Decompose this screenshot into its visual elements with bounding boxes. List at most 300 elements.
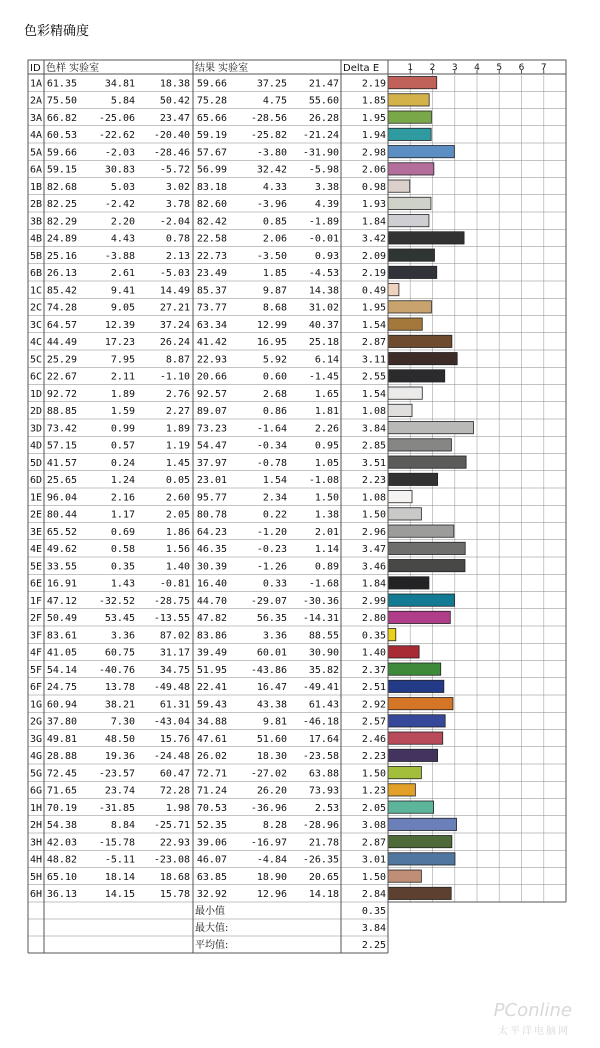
cell-result-value: 51.95 (196, 664, 227, 676)
cell-result-value: 1.05 (314, 457, 339, 469)
cell-delta-value: 2.80 (361, 613, 386, 624)
cell-result-value: 0.22 (262, 509, 287, 521)
cell-sample-value: 72.45 (46, 768, 77, 780)
cell-id: 4D (30, 440, 43, 452)
cell-result-value: 26.20 (256, 785, 287, 797)
cell-result-value: 59.43 (196, 699, 227, 711)
cell-result-value: 73.93 (308, 785, 339, 797)
cell-id: 2G (30, 716, 43, 728)
delta-bar (388, 767, 421, 779)
cell-sample-value: 61.31 (159, 699, 190, 711)
cell-id: 5C (30, 354, 43, 366)
cell-result-value: -3.96 (256, 199, 287, 210)
delta-bar (388, 560, 465, 572)
cell-result-value: -21.24 (302, 130, 339, 141)
cell-id: 3E (30, 526, 43, 538)
cell-result-value: 32.92 (196, 889, 227, 900)
cell-id: 2A (30, 95, 43, 107)
cell-id: 3F (30, 630, 43, 642)
delta-bar (388, 111, 431, 123)
delta-bar (388, 818, 457, 830)
cell-sample-value: 5.03 (110, 181, 135, 193)
cell-id: 1G (30, 699, 43, 711)
header-id: ID (30, 63, 41, 74)
cell-result-value: 14.18 (308, 889, 339, 900)
delta-bar (388, 146, 454, 158)
cell-result-value: 73.23 (196, 423, 227, 435)
cell-result-value: 32.42 (256, 164, 287, 176)
cell-sample-value: 75.50 (46, 95, 77, 107)
cell-sample-value: 2.20 (110, 216, 135, 228)
cell-delta-value: 2.92 (361, 699, 386, 711)
cell-delta-value: 2.09 (361, 250, 386, 262)
cell-delta-value: 3.51 (361, 457, 386, 469)
cell-result-value: 26.02 (196, 751, 227, 762)
cell-sample-value: 85.42 (46, 285, 77, 297)
cell-id: 6C (30, 371, 43, 383)
cell-delta-value: 1.95 (361, 302, 386, 314)
cell-result-value: 46.35 (196, 544, 227, 555)
cell-result-value: 83.18 (196, 181, 227, 193)
cell-id: 2H (30, 820, 43, 831)
cell-sample-value: 53.45 (104, 613, 135, 624)
cell-result-value: 52.35 (196, 820, 227, 831)
cell-id: 4C (30, 337, 43, 348)
cell-result-value: -3.80 (256, 147, 287, 159)
cell-result-value: 47.61 (196, 733, 227, 745)
cell-sample-value: 14.49 (159, 285, 190, 297)
cell-sample-value: 34.75 (159, 664, 190, 676)
cell-result-value: 43.38 (256, 699, 287, 711)
cell-result-value: 95.77 (196, 492, 227, 504)
summary-value: 2.25 (361, 940, 386, 951)
cell-sample-value: 54.38 (46, 820, 77, 831)
cell-result-value: -25.82 (250, 130, 287, 141)
cell-delta-value: 2.98 (361, 147, 386, 159)
cell-delta-value: 2.37 (361, 664, 386, 676)
cell-sample-value: 0.99 (110, 423, 135, 435)
cell-result-value: -46.18 (302, 716, 339, 728)
cell-result-value: 63.34 (196, 319, 227, 331)
cell-result-value: 1.50 (314, 492, 339, 504)
cell-sample-value: 17.23 (104, 337, 135, 348)
watermark-sub: 太平洋电脑网 (498, 1026, 570, 1037)
cell-result-value: 23.49 (196, 268, 227, 279)
cell-sample-value: 0.24 (110, 457, 135, 469)
cell-delta-value: 2.55 (361, 371, 386, 383)
delta-bar (388, 525, 454, 537)
cell-result-value: -36.96 (250, 802, 287, 814)
cell-sample-value: 0.05 (165, 475, 190, 486)
cell-id: 1H (30, 802, 43, 814)
cell-result-value: 39.49 (196, 647, 227, 659)
cell-delta-value: 1.08 (361, 406, 386, 417)
cell-sample-value: 47.12 (46, 595, 77, 607)
cell-id: 1F (30, 595, 43, 607)
cell-sample-value: -31.85 (98, 802, 135, 814)
cell-result-value: 1.14 (314, 544, 339, 555)
cell-sample-value: 1.89 (110, 388, 135, 400)
delta-bar (388, 232, 464, 244)
cell-sample-value: 92.72 (46, 388, 77, 400)
cell-sample-value: -3.88 (104, 250, 135, 262)
cell-result-value: 22.73 (196, 250, 227, 262)
delta-bar (388, 801, 434, 813)
cell-delta-value: 2.87 (361, 837, 386, 849)
cell-id: 6E (30, 578, 43, 590)
cell-result-value: 46.07 (196, 854, 227, 866)
cell-delta-value: 2.23 (361, 751, 386, 762)
cell-result-value: -1.64 (256, 423, 287, 435)
cell-id: 1B (30, 181, 43, 193)
cell-sample-value: 30.83 (104, 164, 135, 176)
delta-bar (388, 784, 415, 796)
cell-sample-value: 60.94 (46, 699, 77, 711)
cell-sample-value: 71.65 (46, 785, 77, 797)
cell-result-value: 25.18 (308, 337, 339, 348)
cell-delta-value: 1.84 (361, 216, 386, 228)
cell-result-value: 0.93 (314, 250, 339, 262)
cell-delta-value: 3.47 (361, 544, 386, 555)
cell-result-value: 9.81 (262, 716, 287, 728)
cell-sample-value: 23.74 (104, 785, 135, 797)
cell-sample-value: -28.75 (153, 595, 190, 607)
cell-sample-value: 60.75 (104, 647, 135, 659)
cell-sample-value: 3.36 (110, 630, 135, 642)
delta-bar (388, 594, 455, 606)
cell-id: 2F (30, 613, 43, 624)
cell-sample-value: 2.13 (165, 250, 190, 262)
cell-result-value: 37.25 (256, 78, 287, 90)
cell-delta-value: 2.46 (361, 733, 386, 745)
cell-result-value: 0.60 (262, 371, 287, 383)
cell-result-value: 47.82 (196, 613, 227, 624)
cell-sample-value: 41.05 (46, 647, 77, 659)
cell-delta-value: 2.19 (361, 268, 386, 279)
cell-sample-value: -23.08 (153, 854, 190, 866)
cell-sample-value: 37.24 (159, 319, 190, 331)
cell-sample-value: -22.62 (98, 130, 135, 141)
cell-result-value: 1.81 (314, 406, 339, 417)
cell-id: 5G (30, 768, 43, 780)
cell-result-value: 80.78 (196, 509, 227, 521)
delta-bar (388, 353, 457, 365)
cell-sample-value: 2.60 (165, 492, 190, 504)
cell-result-value: -4.84 (256, 854, 287, 866)
cell-sample-value: -40.76 (98, 664, 135, 676)
cell-result-value: -5.98 (308, 164, 339, 176)
cell-id: 3H (30, 837, 43, 849)
cell-result-value: 41.42 (196, 337, 227, 348)
cell-id: 1A (30, 78, 43, 90)
cell-result-value: -0.34 (256, 440, 287, 452)
cell-result-value: -3.50 (256, 250, 287, 262)
cell-result-value: 39.06 (196, 837, 227, 849)
cell-result-value: 22.93 (196, 354, 227, 366)
cell-sample-value: 22.67 (46, 371, 77, 383)
delta-bar (388, 542, 465, 554)
axis-tick-label: 5 (496, 63, 503, 73)
cell-id: 6A (30, 164, 43, 176)
delta-bar (388, 663, 441, 675)
cell-result-value: 59.19 (196, 130, 227, 141)
cell-sample-value: 1.56 (165, 544, 190, 555)
cell-sample-value: 9.05 (110, 302, 135, 314)
cell-result-value: 82.42 (196, 216, 227, 228)
header-delta: Delta E (343, 63, 380, 74)
cell-sample-value: 44.49 (46, 337, 77, 348)
cell-delta-value: 0.35 (361, 630, 386, 642)
delta-bar (388, 887, 451, 899)
cell-sample-value: 0.58 (110, 544, 135, 555)
cell-sample-value: 2.61 (110, 268, 135, 279)
summary-label: 最大值: (195, 923, 229, 934)
cell-sample-value: 36.13 (46, 889, 77, 900)
cell-sample-value: 2.16 (110, 492, 135, 504)
cell-sample-value: 8.87 (165, 354, 190, 366)
cell-result-value: -16.97 (250, 837, 287, 849)
cell-sample-value: 66.82 (46, 112, 77, 124)
cell-id: 4H (30, 854, 43, 866)
cell-delta-value: 3.46 (361, 561, 386, 573)
delta-bar (388, 491, 412, 503)
cell-result-value: 23.01 (196, 475, 227, 486)
cell-result-value: 2.01 (314, 526, 339, 538)
cell-result-value: 2.26 (314, 423, 339, 435)
cell-delta-value: 3.11 (361, 354, 386, 366)
cell-sample-value: 65.52 (46, 526, 77, 538)
cell-id: 3D (30, 423, 43, 435)
cell-sample-value: 1.17 (110, 509, 135, 521)
cell-sample-value: 7.30 (110, 716, 135, 728)
cell-delta-value: 2.06 (361, 164, 386, 176)
cell-delta-value: 3.84 (361, 423, 386, 435)
cell-result-value: 3.38 (314, 181, 339, 193)
cell-id: 2D (30, 406, 43, 417)
cell-result-value: 35.82 (308, 664, 339, 676)
page-title: 色彩精确度 (24, 24, 90, 39)
cell-result-value: -1.26 (256, 561, 287, 573)
cell-id: 2C (30, 302, 43, 314)
summary-label: 最小值 (195, 906, 225, 917)
cell-result-value: 3.36 (262, 630, 287, 642)
cell-sample-value: 25.65 (46, 475, 77, 486)
cell-result-value: -43.86 (250, 664, 287, 676)
cell-delta-value: 3.01 (361, 854, 386, 866)
cell-id: 4F (30, 647, 43, 659)
delta-bar (388, 439, 451, 451)
cell-result-value: 0.89 (314, 561, 339, 573)
cell-result-value: 1.54 (262, 475, 287, 486)
cell-result-value: 8.28 (262, 820, 287, 831)
cell-result-value: 30.39 (196, 561, 227, 573)
cell-sample-value: 7.95 (110, 354, 135, 366)
cell-result-value: 20.66 (196, 371, 227, 383)
cell-result-value: -29.07 (250, 595, 287, 607)
cell-result-value: -14.31 (302, 613, 339, 624)
cell-sample-value: 28.88 (46, 751, 77, 762)
cell-sample-value: 0.35 (110, 561, 135, 573)
delta-bar (388, 197, 431, 209)
axis-tick-label: 3 (451, 63, 458, 73)
cell-sample-value: 26.13 (46, 268, 77, 279)
cell-result-value: 4.33 (262, 181, 287, 193)
cell-id: 5D (30, 457, 43, 469)
delta-bar (388, 163, 434, 175)
cell-sample-value: -28.46 (153, 147, 190, 159)
cell-sample-value: 87.02 (159, 630, 190, 642)
cell-delta-value: 1.50 (361, 768, 386, 780)
cell-sample-value: 2.27 (165, 406, 190, 417)
cell-sample-value: 73.42 (46, 423, 77, 435)
cell-sample-value: -15.78 (98, 837, 135, 849)
cell-result-value: 31.02 (308, 302, 339, 314)
delta-bar (388, 698, 453, 710)
cell-id: 5E (30, 561, 43, 573)
cell-result-value: 12.96 (256, 889, 287, 900)
cell-sample-value: 96.04 (46, 492, 77, 504)
summary-label: 平均值: (195, 940, 229, 951)
cell-result-value: 57.67 (196, 147, 227, 159)
cell-result-value: -0.78 (256, 457, 287, 469)
delta-bar (388, 370, 445, 382)
cell-sample-value: -49.48 (153, 682, 190, 693)
delta-bar (388, 508, 421, 520)
cell-result-value: -23.58 (302, 751, 339, 762)
cell-delta-value: 2.84 (361, 889, 386, 900)
cell-id: 3G (30, 733, 43, 745)
cell-id: 6F (30, 682, 43, 693)
cell-sample-value: 4.43 (110, 233, 135, 245)
delta-bar (388, 404, 412, 416)
cell-delta-value: 1.23 (361, 785, 386, 797)
delta-bar (388, 611, 450, 623)
cell-delta-value: 1.54 (361, 388, 386, 400)
cell-id: 1E (30, 492, 43, 504)
cell-delta-value: 0.98 (361, 181, 386, 193)
cell-result-value: 63.88 (308, 768, 339, 780)
delta-bar (388, 284, 399, 296)
cell-delta-value: 2.99 (361, 595, 386, 607)
cell-result-value: 30.90 (308, 647, 339, 659)
cell-sample-value: -20.40 (153, 130, 190, 141)
cell-id: 4B (30, 233, 43, 245)
cell-sample-value: 59.15 (46, 164, 77, 176)
cell-id: 3B (30, 216, 43, 228)
cell-sample-value: 3.02 (165, 181, 190, 193)
cell-sample-value: 1.40 (165, 561, 190, 573)
delta-bar (388, 732, 443, 744)
cell-sample-value: 5.84 (110, 95, 135, 107)
cell-result-value: 16.95 (256, 337, 287, 348)
cell-id: 5B (30, 250, 43, 262)
cell-result-value: 56.35 (256, 613, 287, 624)
cell-result-value: 0.86 (262, 406, 287, 417)
cell-delta-value: 1.85 (361, 95, 386, 107)
cell-sample-value: 9.41 (110, 285, 135, 297)
header-sample: 色样 实验室 (46, 63, 100, 74)
delta-bar (388, 715, 445, 727)
cell-result-value: 16.47 (256, 682, 287, 693)
cell-id: 3A (30, 112, 43, 124)
delta-bar (388, 646, 419, 658)
cell-result-value: 17.64 (308, 733, 339, 745)
cell-sample-value: -5.03 (159, 268, 190, 279)
cell-result-value: 55.60 (308, 95, 339, 107)
cell-result-value: 56.99 (196, 164, 227, 176)
cell-sample-value: 22.93 (159, 837, 190, 849)
cell-result-value: 20.65 (308, 871, 339, 883)
cell-result-value: -0.01 (308, 233, 339, 245)
cell-sample-value: 57.15 (46, 440, 77, 452)
cell-delta-value: 1.84 (361, 578, 386, 590)
cell-result-value: -49.41 (302, 682, 339, 693)
cell-sample-value: 24.89 (46, 233, 77, 245)
cell-sample-value: 54.14 (46, 664, 77, 676)
cell-sample-value: 82.29 (46, 216, 77, 228)
cell-sample-value: 24.75 (46, 682, 77, 693)
cell-result-value: 88.55 (308, 630, 339, 642)
cell-sample-value: 50.42 (159, 95, 190, 107)
cell-id: 5F (30, 664, 43, 676)
cell-result-value: 0.33 (262, 578, 287, 590)
cell-result-value: 37.97 (196, 457, 227, 469)
cell-id: 6D (30, 475, 43, 486)
cell-sample-value: -5.72 (159, 164, 190, 176)
delta-bar (388, 870, 421, 882)
cell-sample-value: 12.39 (104, 319, 135, 331)
cell-id: 4G (30, 751, 43, 762)
cell-result-value: 0.85 (262, 216, 287, 228)
cell-result-value: 0.95 (314, 440, 339, 452)
axis-tick-label: 7 (540, 63, 547, 73)
axis-tick-label: 2 (429, 63, 436, 73)
cell-result-value: 61.43 (308, 699, 339, 711)
cell-result-value: 34.88 (196, 716, 227, 728)
cell-id: 6H (30, 889, 43, 900)
cell-sample-value: 59.66 (46, 147, 77, 159)
cell-sample-value: 70.19 (46, 802, 77, 814)
cell-result-value: 85.37 (196, 285, 227, 297)
cell-sample-value: -13.55 (153, 613, 190, 624)
cell-sample-value: 74.28 (46, 302, 77, 314)
cell-sample-value: 83.61 (46, 630, 77, 642)
cell-sample-value: 38.21 (104, 699, 135, 711)
cell-result-value: 1.38 (314, 509, 339, 521)
cell-sample-value: -43.04 (153, 716, 190, 728)
cell-sample-value: 15.76 (159, 733, 190, 745)
cell-sample-value: 0.57 (110, 440, 135, 452)
cell-sample-value: 31.17 (159, 647, 190, 659)
cell-result-value: 1.65 (314, 388, 339, 400)
cell-delta-value: 1.40 (361, 647, 386, 659)
cell-sample-value: -25.71 (153, 820, 190, 831)
cell-result-value: 2.34 (262, 492, 287, 504)
cell-result-value: -1.45 (308, 371, 339, 383)
delta-bar (388, 128, 431, 140)
cell-delta-value: 2.23 (361, 475, 386, 486)
cell-sample-value: 64.57 (46, 319, 77, 331)
cell-sample-value: 14.15 (104, 889, 135, 900)
delta-bar (388, 180, 410, 192)
cell-sample-value: 1.19 (165, 440, 190, 452)
cell-result-value: 59.66 (196, 78, 227, 90)
delta-bar (388, 249, 435, 261)
cell-sample-value: 1.24 (110, 475, 135, 486)
cell-result-value: 63.85 (196, 871, 227, 883)
cell-sample-value: 1.89 (165, 423, 190, 435)
cell-delta-value: 2.19 (361, 78, 386, 90)
